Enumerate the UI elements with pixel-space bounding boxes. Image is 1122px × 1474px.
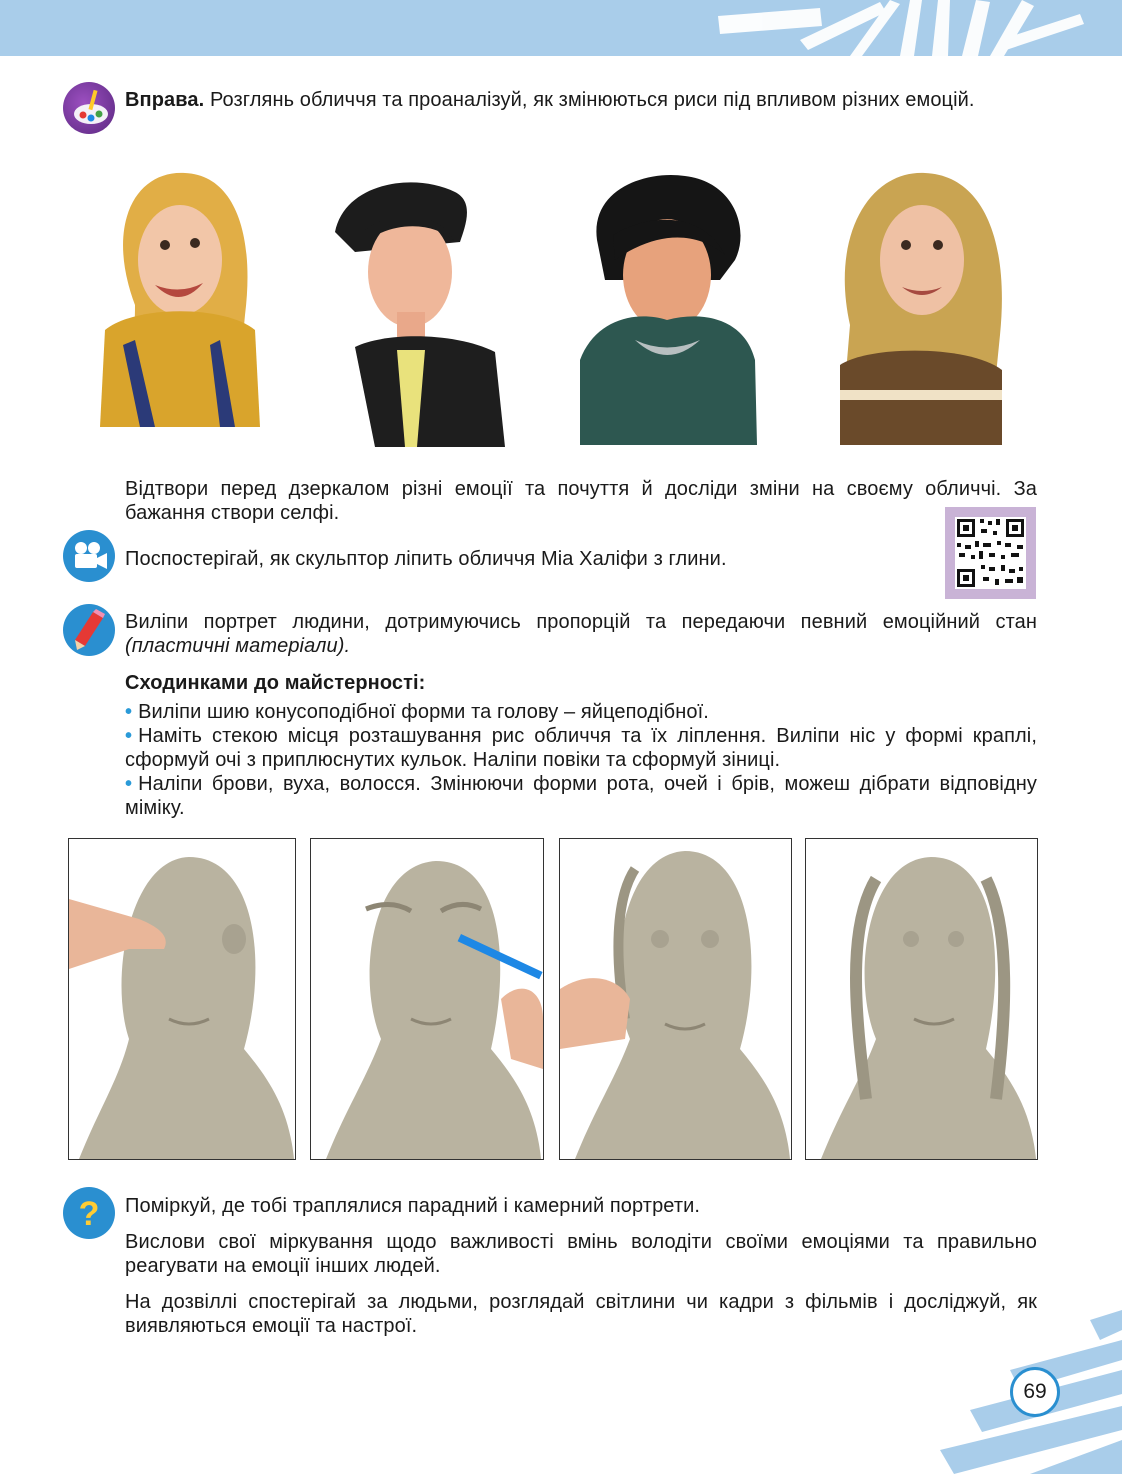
exercise-body: Розглянь обличчя та проаналізуй, як змінюються риси під впливом різних емоцій.	[209, 89, 975, 111]
video-camera-icon[interactable]	[63, 530, 115, 582]
sculpture-photo-step-2	[310, 838, 544, 1160]
sculpture-photo-step-3	[559, 838, 792, 1160]
pencils-decoration-top	[700, 0, 1122, 56]
portrait-boy-dark-hair	[325, 172, 515, 452]
video-paragraph: Поспостерігай, як скульптор ліпить обличчя Міа Халіфи з глини.	[125, 548, 727, 570]
step-text: Наліпи брови, вуха, волосся. Змінюючи форми рота, очей і брів, можеш дібрати відповідну міміку.	[125, 773, 1037, 819]
qr-code-icon[interactable]	[945, 507, 1036, 599]
observe-paragraph: На дозвіллі спостерігай за людьми, розглядай світлини чи кадри з фільмів і досліджуй, як виявляються емоції та настрої.	[125, 1291, 1037, 1337]
pencil-icon	[63, 604, 115, 656]
exercise-label: Вправа.	[125, 89, 205, 111]
task-paragraph	[125, 610, 1037, 658]
mirror-paragraph: Відтвори перед дзеркалом різні емоції та почуття й досліди зміни на своєму обличчі. За бажання створи селфі.	[125, 478, 1037, 524]
sculpture-photo-step-1	[68, 838, 296, 1160]
step-item: • Наміть стекою місця розташування рис обличчя та їх ліплення. Виліпи ніс у формі краплі, сформуй очі з приплюснутих кульок. Наліпи повіки та сформуй зіниці.	[125, 725, 1037, 771]
sculpture-photo-step-4	[805, 838, 1038, 1160]
exercise-text	[125, 88, 1037, 112]
step-item: • Наліпи брови, вуха, волосся. Змінюючи форми рота, очей і брів, можеш дібрати відповідну міміку.	[125, 773, 1037, 819]
task-text: Виліпи портрет людини, дотримуючись пропорцій та передаючи певний емоційний стан	[125, 611, 1037, 633]
portrait-happy-girl	[95, 165, 265, 455]
task-materials: (пластичні матеріали).	[125, 635, 351, 657]
reflect-paragraph: Поміркуй, де тобі траплялися парадний і камерний портрети.	[125, 1195, 701, 1217]
svg-text:?: ?	[78, 1195, 100, 1233]
step-item: • Виліпи шию конусоподібної форми та голову – яйцеподібної.	[125, 701, 709, 723]
palette-icon	[63, 82, 115, 134]
step-text: Виліпи шию конусоподібної форми та голову – яйцеподібної.	[138, 701, 709, 723]
question-icon	[63, 1187, 115, 1239]
portrait-smiling-woman	[830, 165, 1010, 455]
portrait-boy-hoodie	[575, 170, 760, 450]
step-text: Наміть стекою місця розташування рис обличчя та їх ліплення. Виліпи ніс у формі краплі, сформуй очі з приплюснутих кульок. Наліпи повіки та сформуй зіниці.	[125, 725, 1037, 771]
opinion-paragraph: Вислови свої міркування щодо важливості вмінь володіти своїми емоціями та правильно реагувати на емоції інших людей.	[125, 1231, 1037, 1277]
steps-heading: Сходинками до майстерності:	[125, 672, 426, 694]
page-number: 69	[1010, 1367, 1060, 1417]
